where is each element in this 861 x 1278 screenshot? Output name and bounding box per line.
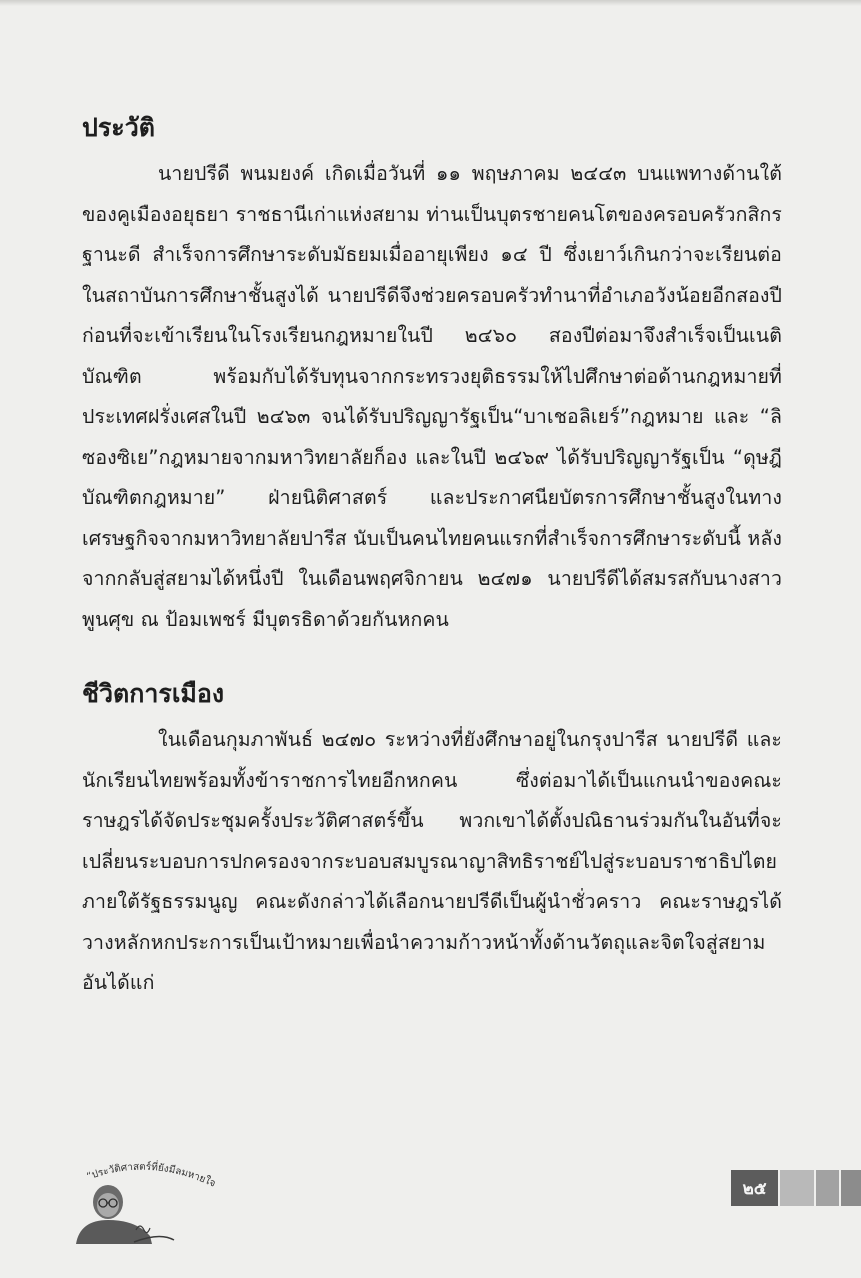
footer-caption: “ประวัติศาสตร์ที่ยังมีลมหายใจ (85, 1161, 218, 1190)
political-life-paragraph: ในเดือนกุมภาพันธ์ ๒๔๗๐ ระหว่างที่ยังศึกษาอยู่ในกรุงปารีส นายปรีดี และนักเรียนไทยพร้อมทั้งข้าราชการไทยอีกหกคน ซึ่งต่อมาได้เป็นแกนนำของคณะราษฎรได้จัดประชุมครั้งประวัติศาสตร์ขึ้น พวกเขาได้ตั้งปณิธานร่วมกันในอันที่จะเปลี่ยนระบอบการปกครองจากระบอบสมบูรณาญาสิทธิราชย์ไปสู่ระบอบราชาธิปไตยภายใต้รัฐธรรมนูญ คณะดังกล่าวได้เลือกนายปรีดีเป็นผู้นำชั่วคราว คณะราษฎรได้วางหลักหกประการเป็นเป้าหมายเพื่อนำความก้าวหน้าทั้งด้านวัตถุและจิตใจสู่สยาม อันได้แก่ (82, 728, 782, 994)
portrait-logo-icon (70, 1158, 220, 1248)
page-number: ๒๕ (731, 1170, 778, 1206)
footer-portrait-logo (70, 1158, 220, 1248)
biography-paragraph: นายปรีดี พนมยงค์ เกิดเมื่อวันที่ ๑๑ พฤษภาคม ๒๔๔๓ บนแพทางด้านใต้ของคูเมืองอยุธยา ราชธานีเก่าแห่งสยาม ท่านเป็นบุตรชายคนโตของครอบครัวกสิกรฐานะดี สำเร็จการศึกษาระดับมัธยมเมื่ออายุเพียง ๑๔ ปี ซึ่งเยาว์เกินกว่าจะเรียนต่อในสถาบันการศึกษาชั้นสูงได้ นายปรีดีจึงช่วยครอบครัวทำนาที่อำเภอวังน้อยอีกสองปี ก่อนที่จะเข้าเรียนในโรงเรียนกฎหมายในปี ๒๔๖๐ สองปีต่อมาจึงสำเร็จเป็นเนติบัณฑิต พร้อมกับได้รับทุนจากกระทรวงยุติธรรมให้ไปศึกษาต่อด้านกฎหมายที่ประเทศฝรั่งเศสในปี ๒๔๖๓ จนได้รับปริญญารัฐเป็น“บาเชอลิเยร์”กฎหมาย และ “ลิซองซิเย”กฎหมายจากมหาวิทยาลัยก็อง และในปี ๒๔๖๙ ได้รับปริญญารัฐเป็น “ดุษฎีบัณฑิตกฎหมาย” ฝ่ายนิติศาสตร์ และประกาศนียบัตรการศึกษาชั้นสูงในทางเศรษฐกิจจากมหาวิทยาลัยปารีส นับเป็นคนไทยคนแรกที่สำเร็จการศึกษาระดับนี้ หลังจากกลับสู่สยามได้หนึ่งปี ในเดือนพฤศจิกายน ๒๔๗๑ นายปรีดีได้สมรสกับนางสาวพูนศุข ณ ป้อมเพชร์ มีบุตรธิดาด้วยกันหกคน (82, 162, 782, 631)
tab-shade-1 (780, 1170, 813, 1206)
tab-shade-3 (841, 1170, 861, 1206)
section-heading-biography: ประวัติ (82, 113, 155, 142)
section-heading-political-life: ชีวิตการเมือง (82, 679, 225, 708)
tab-shade-2 (816, 1170, 840, 1206)
section-political-life (82, 674, 782, 1004)
page-edge (0, 0, 861, 6)
page-number-tab (731, 1170, 861, 1206)
page-content (82, 108, 782, 1004)
section-biography (82, 108, 782, 640)
